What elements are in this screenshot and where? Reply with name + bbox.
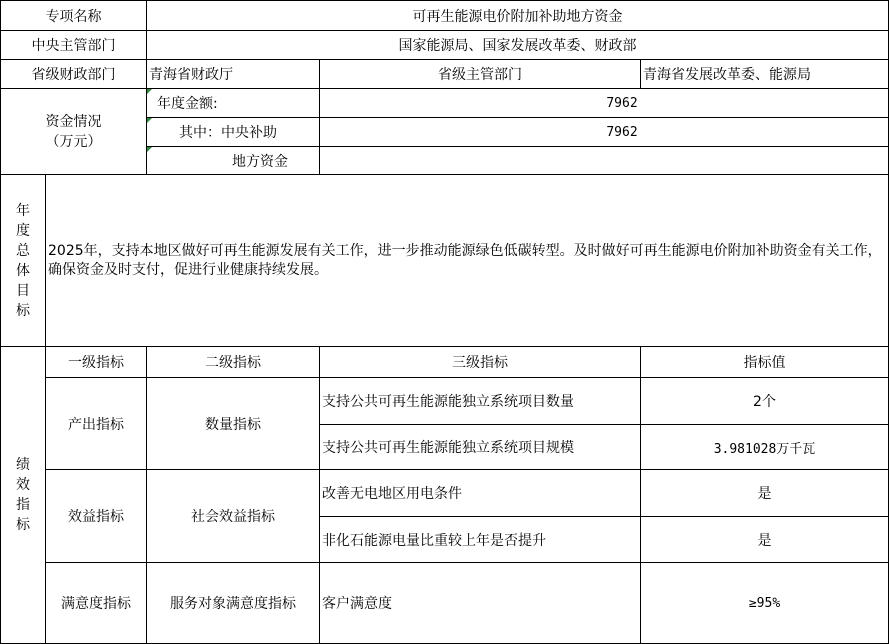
prov-finance-label: 省级财政部门 bbox=[0, 59, 146, 88]
central-subsidy-label-text: 其中：中央补助 bbox=[179, 125, 277, 141]
table-row-name: 非化石能源电量比重较上年是否提升 bbox=[319, 516, 640, 562]
perf-label-char: 绩 bbox=[16, 457, 30, 473]
header-level1: 一级指标 bbox=[45, 346, 146, 377]
benefit-level1: 效益指标 bbox=[45, 469, 146, 562]
output-level1: 产出指标 bbox=[45, 377, 146, 469]
project-name-label: 专项名称 bbox=[0, 0, 146, 30]
benefit-level2: 社会效益指标 bbox=[146, 469, 319, 562]
funds-label-line1: 资金情况 bbox=[45, 113, 102, 130]
central-dept-label: 中央主管部门 bbox=[0, 30, 146, 59]
prov-dept-value: 青海省发展改革委、能源局 bbox=[640, 59, 888, 88]
annual-goal-text: 2025年，支持本地区做好可再生能源发展有关工作，进一步推动能源绿色低碳转型。及时做好可再生能源电价附加补助资金有关工作，确保资金及时支付，促进行业健康持续发展。 bbox=[45, 174, 888, 346]
prov-dept-label: 省级主管部门 bbox=[319, 59, 640, 88]
header-level2: 二级指标 bbox=[146, 346, 319, 377]
cell-marker-icon bbox=[147, 89, 152, 94]
annual-amount-label bbox=[146, 88, 319, 117]
output-level2: 数量指标 bbox=[146, 377, 319, 469]
perf-label-char: 指 bbox=[16, 497, 30, 513]
table-row-value: 是 bbox=[640, 469, 888, 516]
table-row-name: 客户满意度 bbox=[319, 562, 640, 643]
cell-marker-icon bbox=[147, 118, 152, 123]
goal-label-char: 目 bbox=[16, 282, 30, 299]
header-value: 指标值 bbox=[640, 346, 888, 377]
goal-label-char: 总 bbox=[16, 242, 30, 259]
annual-amount-value: 7962 bbox=[319, 88, 888, 117]
performance-label bbox=[0, 346, 45, 643]
cell-marker-icon bbox=[147, 147, 152, 152]
prov-finance-value: 青海省财政厅 bbox=[146, 59, 319, 88]
table-row-value: 3.981028万千瓦 bbox=[640, 424, 888, 469]
annual-amount-label-text: 年度金额: bbox=[157, 96, 218, 112]
central-dept-value: 国家能源局、国家发展改革委、财政部 bbox=[146, 30, 888, 59]
funds-label-line2: （万元） bbox=[45, 133, 102, 150]
table-row-value: 是 bbox=[640, 516, 888, 562]
central-subsidy-value: 7962 bbox=[319, 117, 888, 146]
funds-label bbox=[0, 88, 146, 174]
goal-label-char: 标 bbox=[16, 302, 30, 319]
goal-label-char: 年 bbox=[16, 202, 30, 219]
local-funds-value bbox=[319, 146, 888, 174]
central-subsidy-label bbox=[146, 117, 319, 146]
table-row-value: ≥95% bbox=[640, 562, 888, 643]
header-level3: 三级指标 bbox=[319, 346, 640, 377]
annual-goal-label bbox=[0, 174, 45, 346]
project-name-value: 可再生能源电价附加补助地方资金 bbox=[146, 0, 888, 30]
local-funds-label: 地方资金 bbox=[146, 146, 319, 174]
perf-label-char: 效 bbox=[16, 477, 30, 493]
goal-label-char: 体 bbox=[16, 262, 30, 279]
satisfaction-level1: 满意度指标 bbox=[45, 562, 146, 643]
table-row-value: 2个 bbox=[640, 377, 888, 424]
satisfaction-level2: 服务对象满意度指标 bbox=[146, 562, 319, 643]
perf-label-char: 标 bbox=[16, 517, 30, 533]
table-row-name: 支持公共可再生能源能独立系统项目数量 bbox=[319, 377, 640, 424]
table-row-name: 改善无电地区用电条件 bbox=[319, 469, 640, 516]
table-row-name: 支持公共可再生能源能独立系统项目规模 bbox=[319, 424, 640, 469]
goal-label-char: 度 bbox=[16, 222, 30, 239]
